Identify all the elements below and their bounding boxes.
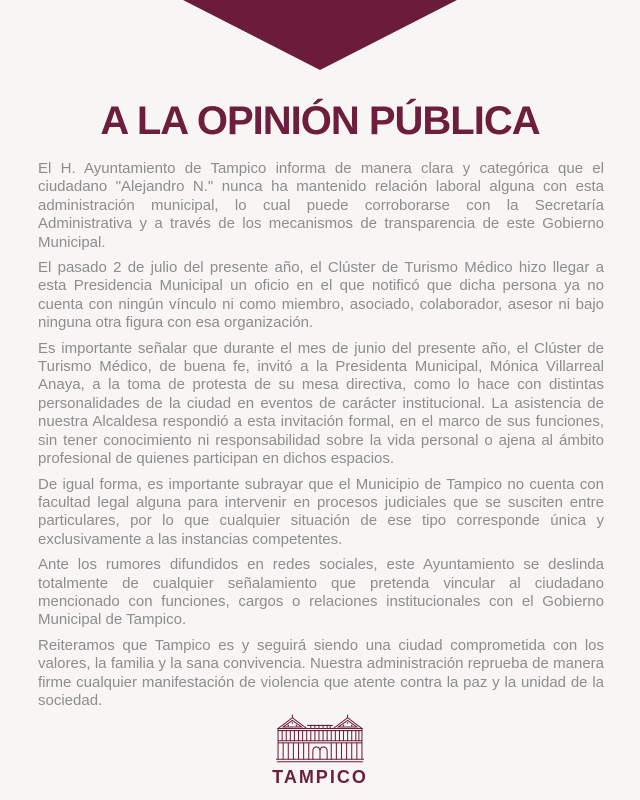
municipal-palace-icon <box>276 714 364 764</box>
banner-triangle <box>183 0 457 70</box>
statement-paragraph: El H. Ayuntamiento de Tampico informa de manera clara y categórica que el ciudadano "Alejandro N." nunca ha mantenido relación laboral alguna con esta administración municipal, lo cual puede corroborarse con la Secretaría Administrativa y a través de los mecanismos de transparencia de este Gobierno Municipal. <box>38 160 604 251</box>
statement-paragraph: El pasado 2 de julio del presente año, el Clúster de Turismo Médico hizo llegar a esta Presidencia Municipal un oficio en el que notificó que dicha persona ya no cuenta con ningún vínculo ni como miembro, asociado, colaborador, asesor ni bajo ninguna otra figura con esa organización. <box>38 259 604 332</box>
statement-paragraph: Reiteramos que Tampico es y seguirá siendo una ciudad comprometida con los valores, la familia y la sana convivencia. Nuestra administración reprueba de manera firme cualquier manifestación de violencia que atente contra la paz y la unidad de la sociedad. <box>38 636 604 708</box>
tampico-logo-text: TAMPICO <box>272 767 368 787</box>
statement-paragraph: Ante los rumores difundidos en redes sociales, este Ayuntamiento se deslinda totalmente de cualquier señalamiento que pretenda vincular al ciudadano mencionado con funciones, cargos o relaciones institucionales con el Gobierno Municipal de Tampico. <box>38 556 604 629</box>
page-title: A LA OPINIÓN PÚBLICA <box>100 99 540 143</box>
statement-body <box>38 160 604 708</box>
statement-paragraph: Es importante señalar que durante el mes de junio del presente año, el Clúster de Turismo Médico, de buena fe, invitó a la Presidenta Municipal, Mónica Villarreal Anaya, a la toma de protesta de su mesa directiva, como lo hace con distintas personalidades de la ciudad en eventos de carácter institucional. La asistencia de nuestra Alcaldesa respondió a esta invitación formal, en el marco de sus funciones, sin tener conocimiento ni responsabilidad sobre la vida personal o ajena al ámbito profesional de quienes participan en dichos espacios. <box>38 339 604 468</box>
statement-paragraph: De igual forma, es importante subrayar que el Municipio de Tampico no cuenta con facultad legal alguna para intervenir en procesos judiciales que se susciten entre particulares, por lo que cualquier situación de ese tipo corresponde única y exclusivamente a las instancias competentes. <box>38 475 604 548</box>
footer <box>0 714 640 788</box>
